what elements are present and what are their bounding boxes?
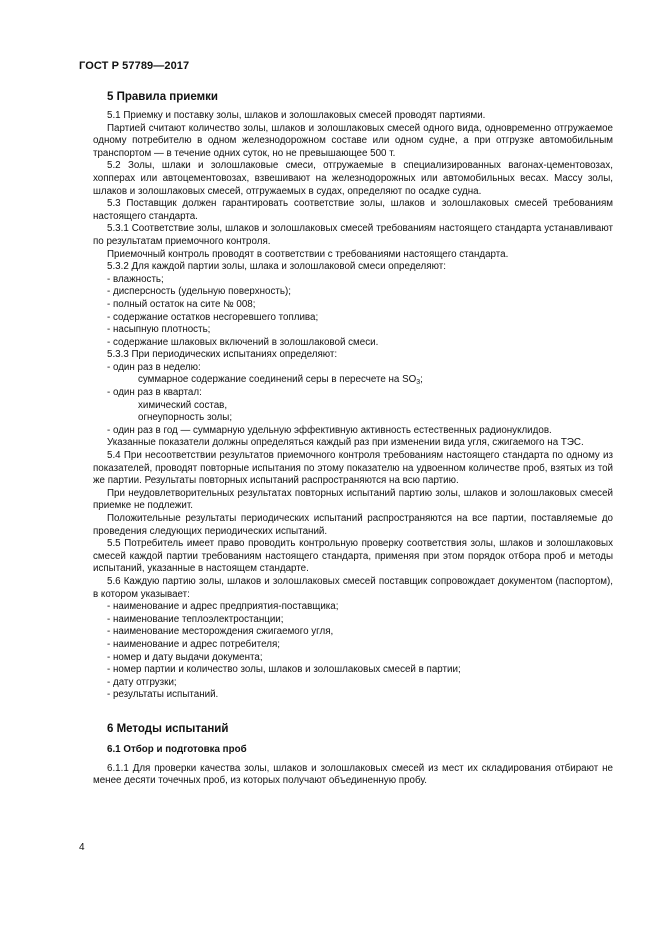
list-item: - номер партии и количество золы, шлаков и золошлаковых смесей в партии; (107, 664, 461, 676)
subsection-6-1-title: 6.1 Отбор и подготовка проб (107, 743, 247, 755)
list-item: - результаты испытаний. (107, 689, 219, 701)
paragraph-5-3: 5.3 Поставщик должен гарантировать соответствие золы, шлаков и золошлаковых смесей требованиям настоящего стандарта. (93, 198, 613, 222)
paragraph-5-3-3: 5.3.3 При периодических испытаниях определяют: (107, 349, 338, 361)
paragraph-repeat-tests: При неудовлетворительных результатах повторных испытаний партию золы, шлаков и золошлаковых смесей приемке не подлежит. (93, 487, 613, 512)
list-item: - влажность; (107, 273, 164, 285)
list-item: - содержание остатков несгоревшего топлива; (107, 311, 319, 323)
paragraph-5-3-2: 5.3.2 Для каждой партии золы, шлака и золошлаковой смеси определяют: (107, 261, 446, 273)
paragraph-acceptance-control: Приемочный контроль проводят в соответствии с требованиями настоящего стандарта. (107, 248, 509, 260)
document-body (93, 90, 613, 788)
sulfur-text: суммарное содержание соединений серы в пересчете на SO (138, 374, 417, 386)
paragraph-indicators: Указанные показатели должны определяться каждый раз при изменении вида угля, сжигаемого на ТЭС. (107, 437, 584, 449)
list-item-weekly: - один раз в неделю: (107, 361, 201, 373)
paragraph-5-2: 5.2 Золы, шлаки и золошлаковые смеси, отгружаемые в специализированных вагонах-цементовозах, хопперах или автоцементовозах, взвешивают на железнодорожных или автомобильных весах. Массу золы, шлаков и золошлаковых смесей, отгружаемых в судах, определяют по осадке судна. (93, 160, 613, 197)
subscript-3: 3 (416, 379, 421, 387)
list-item: - номер и дату выдачи документа; (107, 651, 263, 663)
list-item: - наименование и адрес потребителя; (107, 638, 280, 650)
list-subitem: химический состав, (138, 399, 228, 411)
list-subitem: огнеупорность золы; (138, 412, 233, 424)
document-header: ГОСТ Р 57789—2017 (79, 60, 190, 72)
paragraph-5-6: 5.6 Каждую партию золы, шлаков и золошлаковых смесей поставщик сопровождает документом (паспортом), в котором указывает: (93, 575, 613, 600)
paragraph-batch-definition: Партией считают количество золы, шлаков и золошлаковых смесей одного вида, одновременно отгружаемое одному потребителю в одном железнодорожном составе или одном судне, а при отгрузке автомобильным транспортом — в течение одних суток, но не превышающее 500 т. (93, 122, 613, 159)
section-6-title: 6 Методы испытаний (107, 722, 229, 735)
list-item: - дату отгрузки; (107, 676, 177, 688)
paragraph-5-5: 5.5 Потребитель имеет право проводить контрольную проверку соответствия золы, шлаков и золошлаковых смесей каждой партии требованиям настоящего стандарта, применяя при этом порядок отбора проб и методы испытаний, указанные в настоящем стандарте. (93, 538, 613, 575)
paragraph-5-3-1: 5.3.1 Соответствие золы, шлаков и золошлаковых смесей требованиям настоящего стандарта устанавливают по результатам приемочного контроля. (93, 223, 613, 247)
list-item: - наименование месторождения сжигаемого угля, (107, 626, 334, 638)
paragraph-6-1-1: 6.1.1 Для проверки качества золы, шлаков и золошлаковых смесей из мест их складирования отбирают не менее десяти точечных проб, из которых получают объединенную пробу. (93, 762, 613, 787)
sulfur-text-end: ; (420, 374, 423, 386)
list-item: - содержание шлаковых включений в золошлаковой смеси. (107, 336, 379, 348)
list-subitem-sulfur (138, 374, 613, 387)
list-batch-parameters (93, 274, 613, 350)
list-item: - дисперсность (удельную поверхность); (107, 286, 291, 298)
paragraph-periodic-results: Положительные результаты периодических испытаний распространяются на все партии, поставляемые до проведения следующих периодических испытаний. (93, 513, 613, 537)
list-item-yearly: - один раз в год — суммарную удельную эффективную активность естественных радионуклидов. (107, 424, 552, 436)
page-number: 4 (79, 842, 85, 853)
list-passport-contents (93, 601, 613, 702)
list-item: - наименование теплоэлектростанции; (107, 613, 284, 625)
paragraph-5-1: 5.1 Приемку и поставку золы, шлаков и золошлаковых смесей проводят партиями. (107, 110, 486, 121)
list-item: - насыпную плотность; (107, 324, 211, 336)
list-item: - полный остаток на сите № 008; (107, 298, 256, 310)
section-5-title: 5 Правила приемки (107, 91, 218, 103)
list-item-quarterly: - один раз в квартал: (107, 387, 202, 399)
list-item: - наименование и адрес предприятия-поставщика; (107, 601, 339, 613)
paragraph-5-4: 5.4 При несоответствии результатов приемочного контроля требованиям настоящего стандарта по одному из показателей, проводят повторные испытания по этому показателю на удвоенном количестве проб, взятых из той же партии. Результаты повторных испытаний распространяются на всю партию. (93, 450, 613, 487)
